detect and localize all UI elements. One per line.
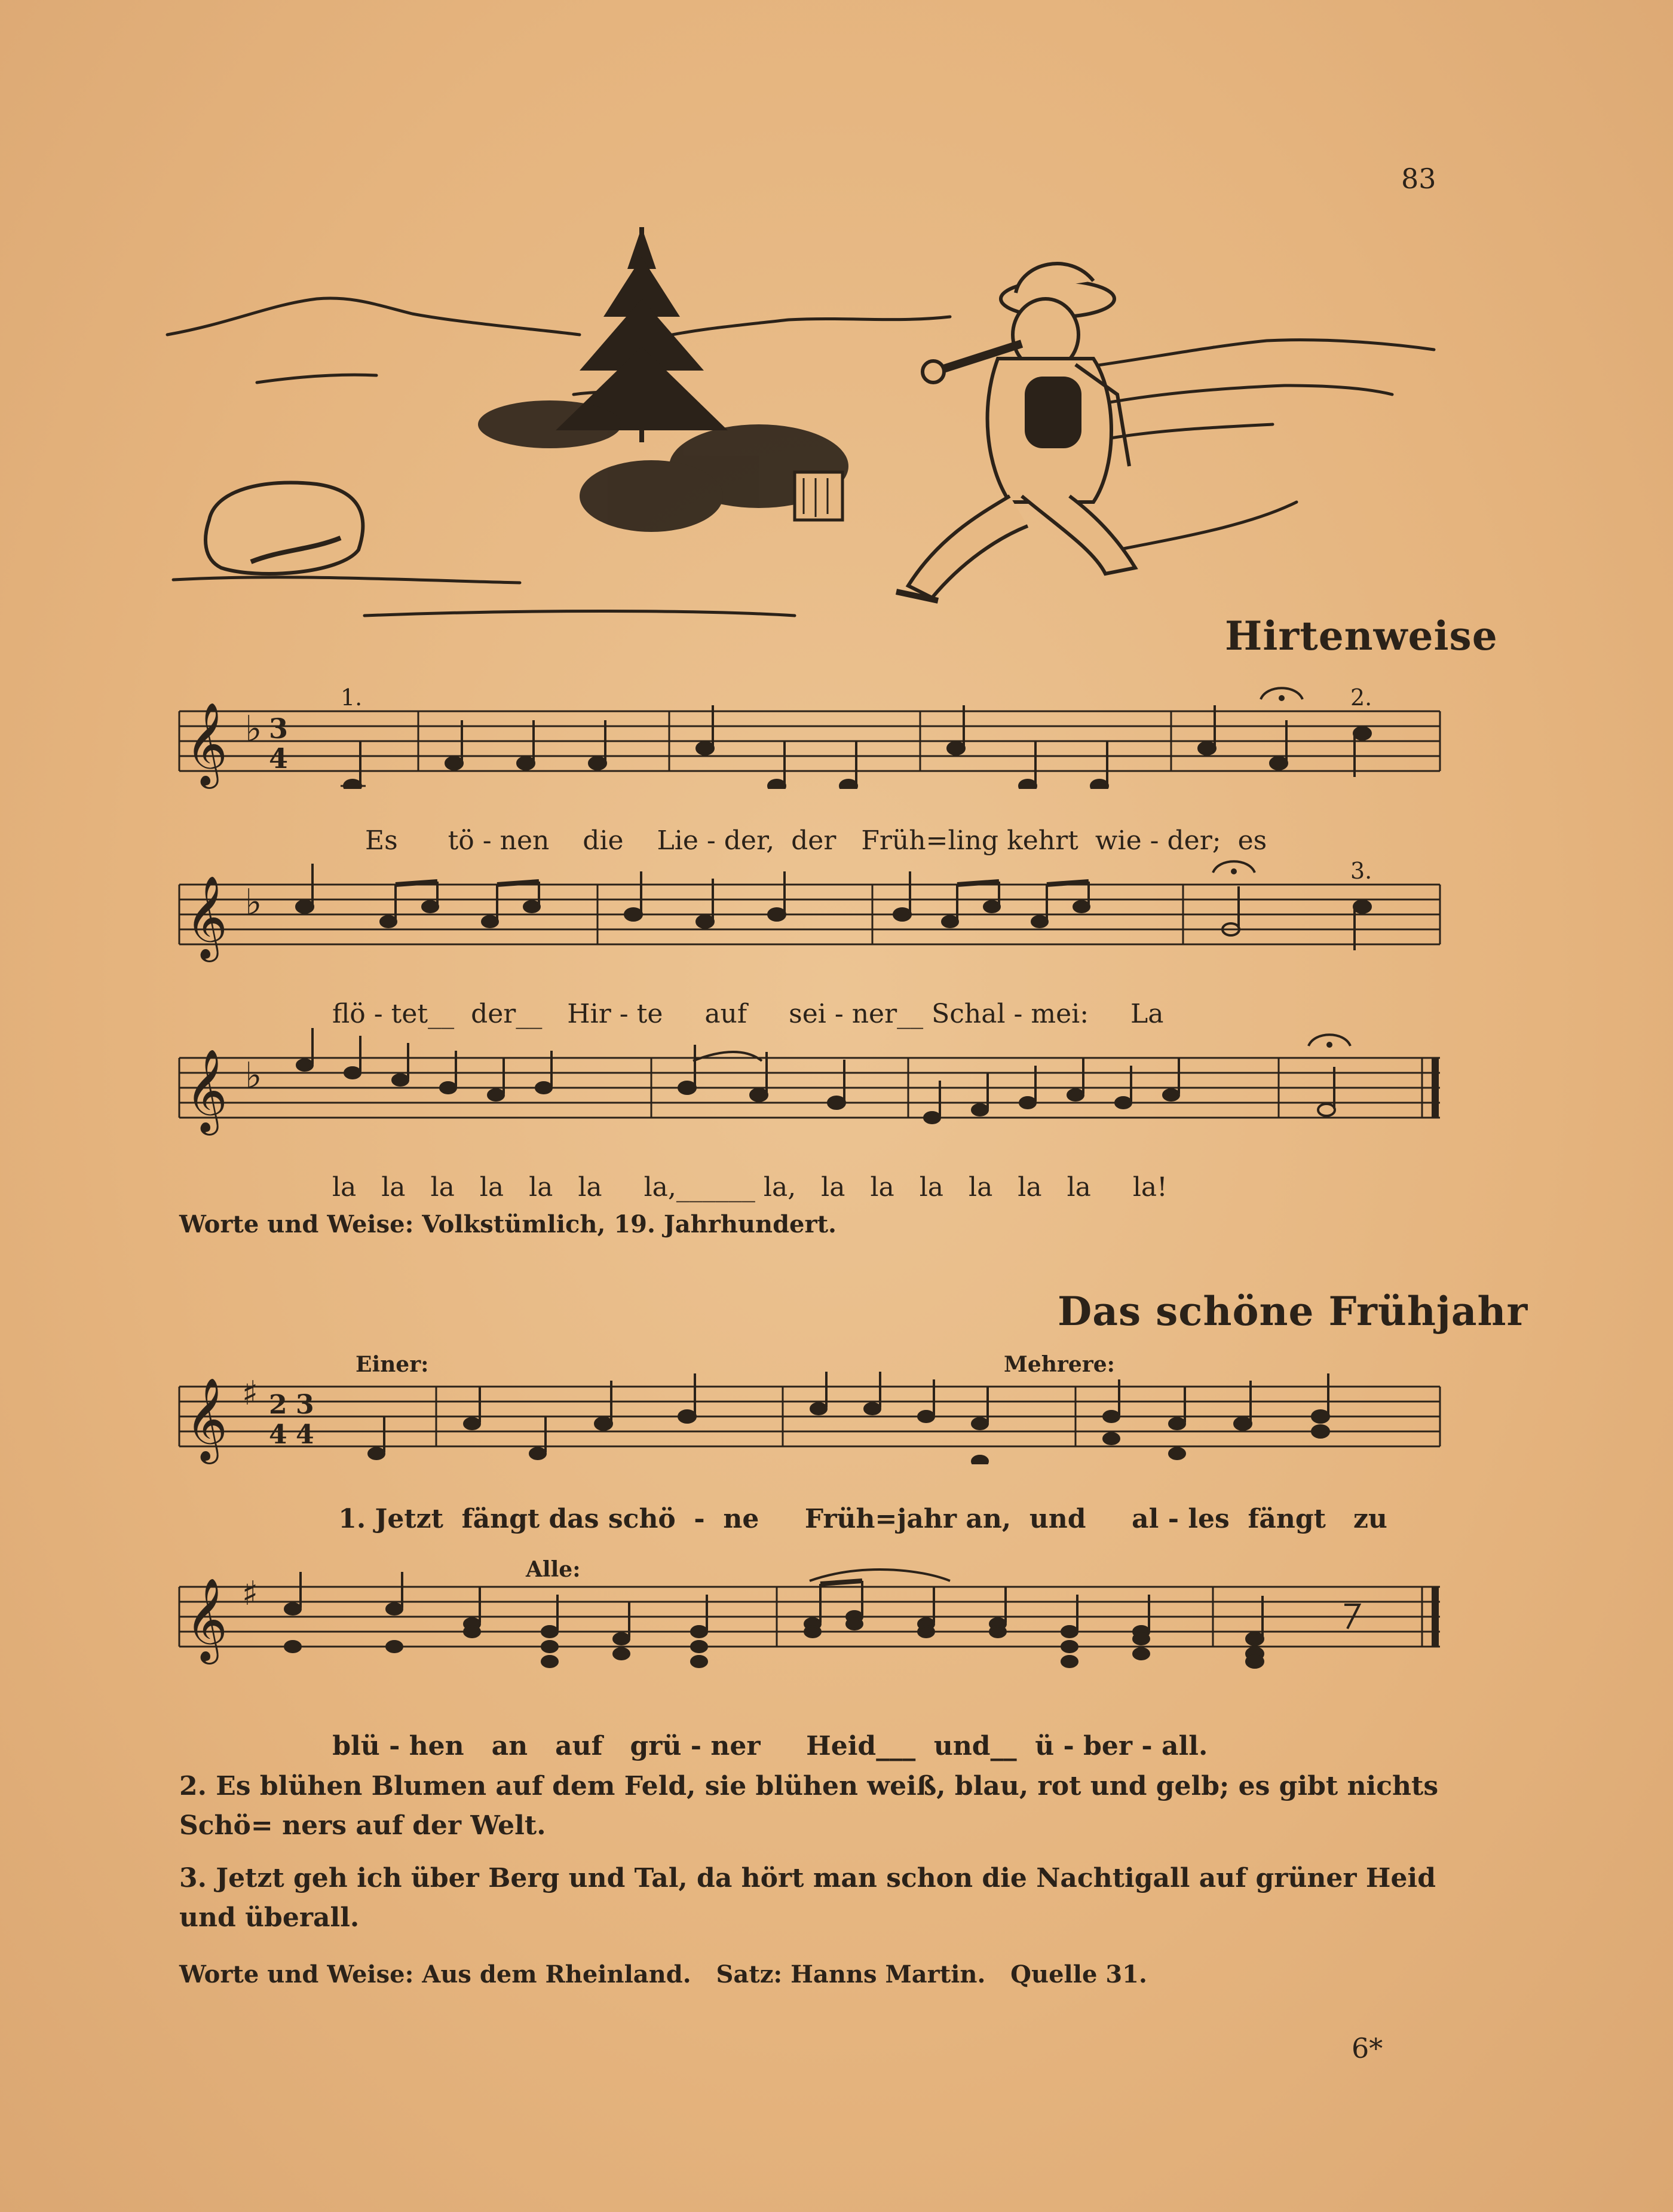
svg-text:𝄞: 𝄞	[185, 1049, 228, 1132]
cue-mehrere: Mehrere:	[1004, 1352, 1115, 1377]
verse-3: 3. Jetzt geh ich über Berg und Tal, da hört man schon die Nachtigall auf grüner Heid und überall.	[179, 1863, 1436, 1933]
signature-mark: 6*	[1352, 2032, 1383, 2064]
svg-text:♭: ♭	[245, 882, 262, 923]
song-title-das-schoene-fruehjahr: Das schöne Frühjahr	[1058, 1288, 1528, 1335]
cue-einer: Einer:	[356, 1352, 429, 1377]
staff-5	[173, 1557, 1446, 1671]
cue-alle: Alle:	[526, 1557, 581, 1582]
svg-text:𝄞: 𝄞	[185, 876, 228, 959]
lyrics-line-5: blü - hen an auf grü - ner Heid___ und__ ü - ber - all.	[332, 1731, 1208, 1761]
svg-text:♭: ♭	[245, 708, 262, 750]
svg-text:2: 2	[269, 1390, 287, 1420]
svg-text:♯: ♯	[242, 1374, 259, 1413]
volta-1: 1.	[341, 684, 363, 711]
lyrics-line-1: Es tö - nen die Lie - der, der Früh=ling kehrt wie - der; es	[364, 825, 1267, 856]
svg-text:4: 4	[296, 1419, 314, 1450]
lyrics-line-4: 1. Jetzt fängt das schö - ne Früh=jahr an, und al - les fängt zu	[338, 1504, 1387, 1534]
verse-2: 2. Es blühen Blumen auf dem Feld, sie blühen weiß, blau, rot und gelb; es gibt nichts Schö= ners auf der Welt.	[179, 1771, 1439, 1841]
staff-2	[173, 855, 1446, 962]
song2-credit: Worte und Weise: Aus dem Rheinland. Satz: Hanns Martin. Quelle 31.	[179, 1960, 1147, 1988]
svg-text:4: 4	[269, 1419, 287, 1450]
svg-text:3: 3	[269, 712, 289, 745]
svg-text:♭: ♭	[245, 1055, 262, 1097]
svg-text:3: 3	[296, 1390, 314, 1420]
shepherd-illustration	[161, 215, 1440, 645]
staff-4	[173, 1357, 1446, 1464]
lyrics-line-2: flö - tet__ der__ Hir - te auf sei - ner__ Schal - mei: La	[332, 999, 1164, 1029]
volta-3: 3.	[1350, 858, 1372, 884]
song-title-hirtenweise: Hirtenweise	[1225, 613, 1498, 659]
volta-2: 2.	[1350, 684, 1372, 711]
svg-text:𝄞: 𝄞	[185, 702, 228, 785]
svg-text:4: 4	[269, 742, 289, 775]
staff-3	[173, 1028, 1446, 1136]
lyrics-line-3: la la la la la la la,______ la, la la la la la la la!	[332, 1172, 1168, 1203]
svg-text:𝄞: 𝄞	[185, 1378, 228, 1461]
svg-text:♯: ♯	[242, 1574, 259, 1613]
staff-1	[173, 681, 1446, 789]
svg-text:𝄞: 𝄞	[185, 1578, 228, 1661]
page-number: 83	[1401, 163, 1436, 195]
song1-credit: Worte und Weise: Volkstümlich, 19. Jahrhundert.	[179, 1210, 836, 1238]
